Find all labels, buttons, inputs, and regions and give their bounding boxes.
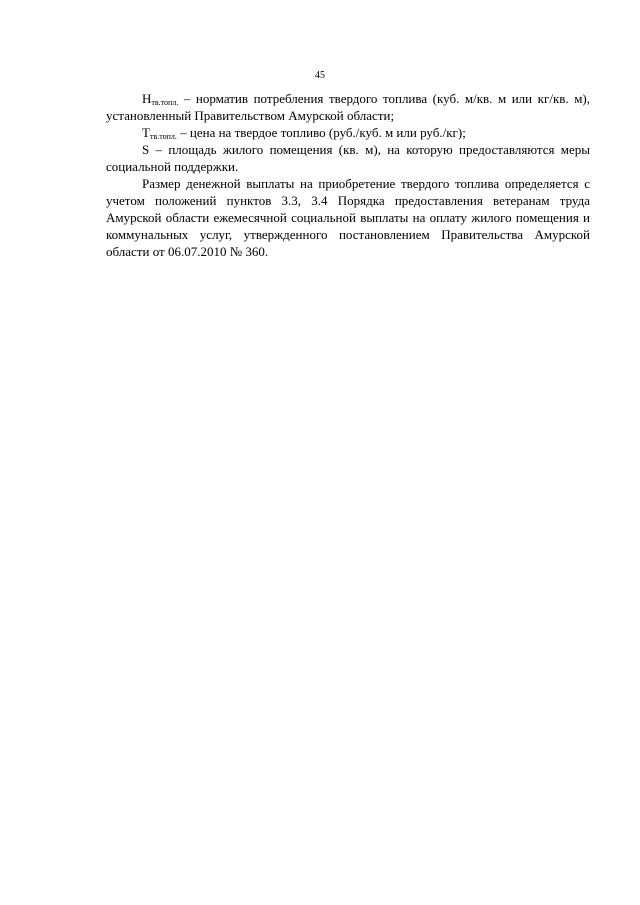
area-symbol: S — [142, 142, 150, 157]
definition-area — [106, 141, 590, 175]
area-text: – площадь жилого помещения (кв. м), на которую предоставляются меры социальной поддержки. — [106, 142, 590, 174]
document-body — [106, 90, 590, 260]
fuel-norm-subscript: тв.топл. — [151, 98, 179, 107]
page-number: 45 — [315, 70, 325, 81]
fuel-norm-text: – норматив потребления твердого топлива (куб. м/кв. м или кг/кв. м), установленный Правительством Амурской области; — [106, 91, 590, 123]
payment-paragraph — [106, 175, 590, 260]
fuel-price-text: – цена на твердое топливо (руб./куб. м или руб./кг); — [176, 125, 466, 140]
fuel-norm-symbol: Н — [142, 91, 152, 106]
definition-fuel-norm — [106, 90, 590, 124]
definition-fuel-price — [106, 124, 590, 141]
fuel-price-subscript: тв.топл. — [149, 132, 177, 141]
payment-text: Размер денежной выплаты на приобретение твердого топлива определяется с учетом положений пунктов 3.3, 3.4 Порядка предоставления ветеранам труда Амурской области ежемесячной социальной выплаты на оплату жилого помещения и коммунальных услуг, утвержденного постановлением Правительства Амурской области от 06.07.2010 № 360. — [106, 176, 590, 259]
fuel-price-symbol: Т — [142, 125, 150, 140]
